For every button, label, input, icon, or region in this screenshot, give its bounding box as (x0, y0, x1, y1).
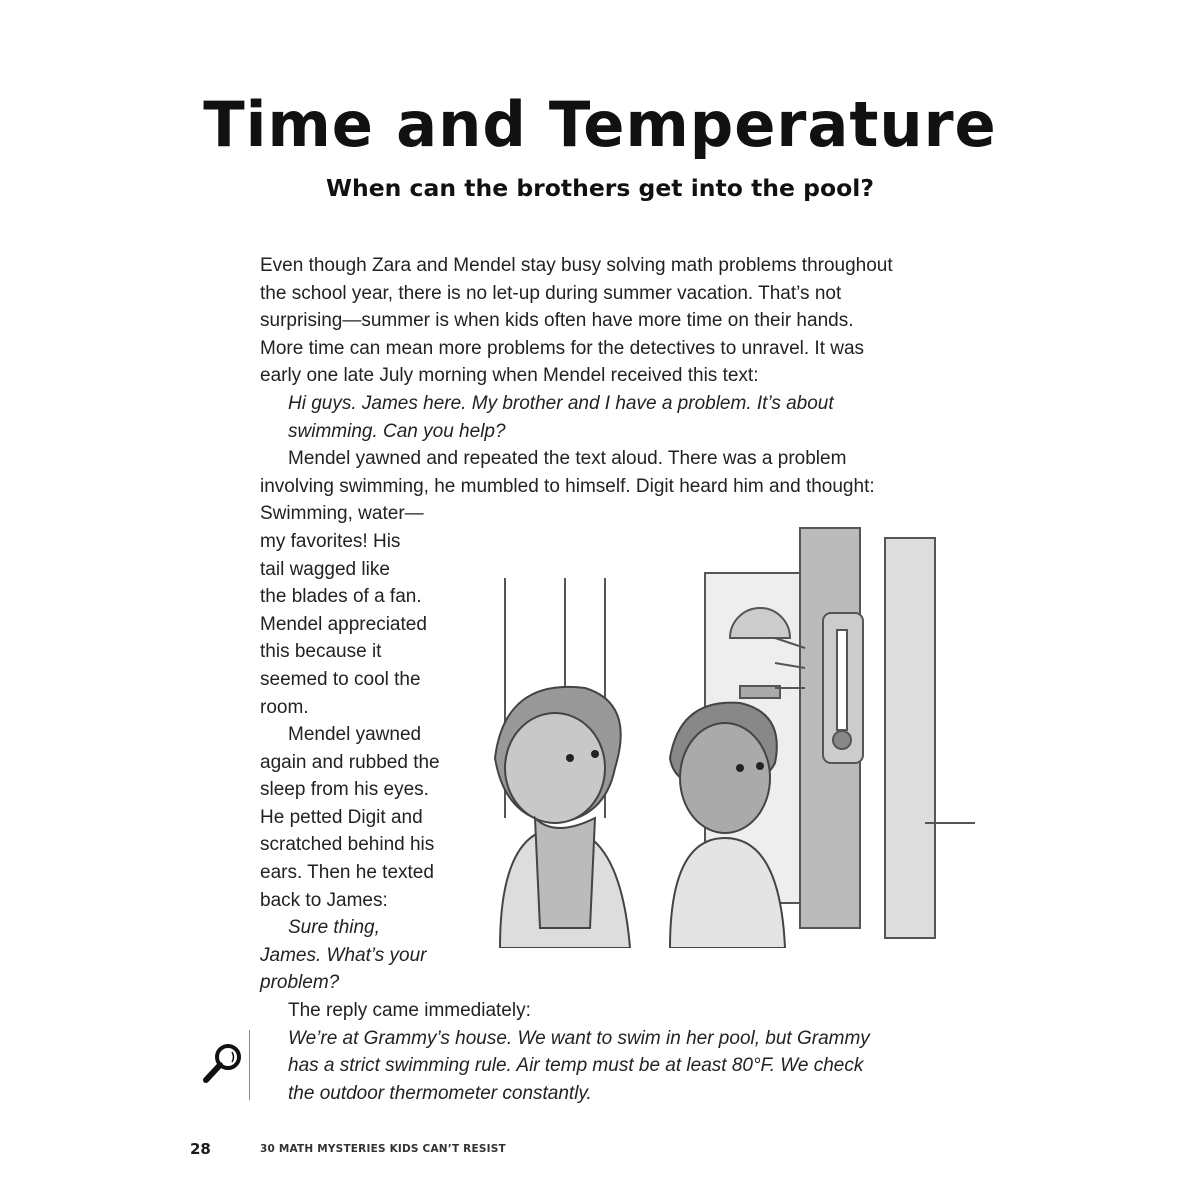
text-line: He petted Digit and (260, 806, 423, 828)
text-line: the school year, there is no let-up during summer vacation. That’s not (260, 282, 842, 304)
text-line: Even though Zara and Mendel stay busy solving math problems throughout (260, 255, 893, 276)
text-line: Mendel yawned and repeated the text aloud. There was a problem (288, 448, 847, 470)
text-line: Hi guys. James here. My brother and I have a problem. It’s about (288, 392, 834, 414)
text-line: seemed to cool the (260, 668, 421, 690)
text-line: surprising—summer is when kids often have more time on their hands. (260, 310, 854, 332)
text-line: again and rubbed the (260, 751, 440, 773)
chapter-title: Time and Temperature (203, 88, 997, 161)
text-line: the blades of a fan. (260, 586, 422, 608)
running-head: 30 MATH MYSTERIES KIDS CAN’T RESIST (260, 1143, 506, 1155)
text-line: my favorites! His (260, 530, 401, 552)
text-line: the outdoor thermometer constantly. (288, 1082, 592, 1104)
illustration-brothers-thermometer (455, 518, 975, 948)
text-line: room. (260, 696, 309, 718)
text-line: involving swimming, he mumbled to himself. Digit heard him and thought: (260, 475, 875, 497)
text-line: scratched behind his (260, 834, 435, 856)
text-line: Sure thing, (288, 917, 380, 939)
text-line: Mendel appreciated (260, 613, 427, 635)
text-line: early one late July morning when Mendel received this text: (260, 365, 759, 387)
text-line: back to James: (260, 889, 388, 911)
margin-rule (249, 1030, 250, 1100)
text-line: Swimming, water— (260, 503, 424, 525)
text-line: The reply came immediately: (288, 1000, 531, 1022)
text-line: Mendel yawned (288, 724, 422, 746)
text-line: More time can mean more problems for the detectives to unravel. It was (260, 337, 865, 359)
chapter-subtitle: When can the brothers get into the pool? (326, 174, 874, 202)
page-number: 28 (190, 1140, 211, 1158)
text-line: tail wagged like (260, 558, 390, 580)
text-line: James. What’s your (260, 944, 427, 966)
magnifying-glass-icon (200, 1040, 246, 1086)
text-line: We’re at Grammy’s house. We want to swim in her pool, but Grammy (288, 1027, 870, 1049)
text-line: swimming. Can you help? (288, 420, 506, 442)
text-line: has a strict swimming rule. Air temp must be at least 80°F. We check (288, 1055, 864, 1077)
text-line: this because it (260, 641, 382, 663)
text-line: sleep from his eyes. (260, 779, 429, 801)
text-line: ears. Then he texted (260, 862, 434, 884)
text-line: problem? (260, 972, 340, 994)
